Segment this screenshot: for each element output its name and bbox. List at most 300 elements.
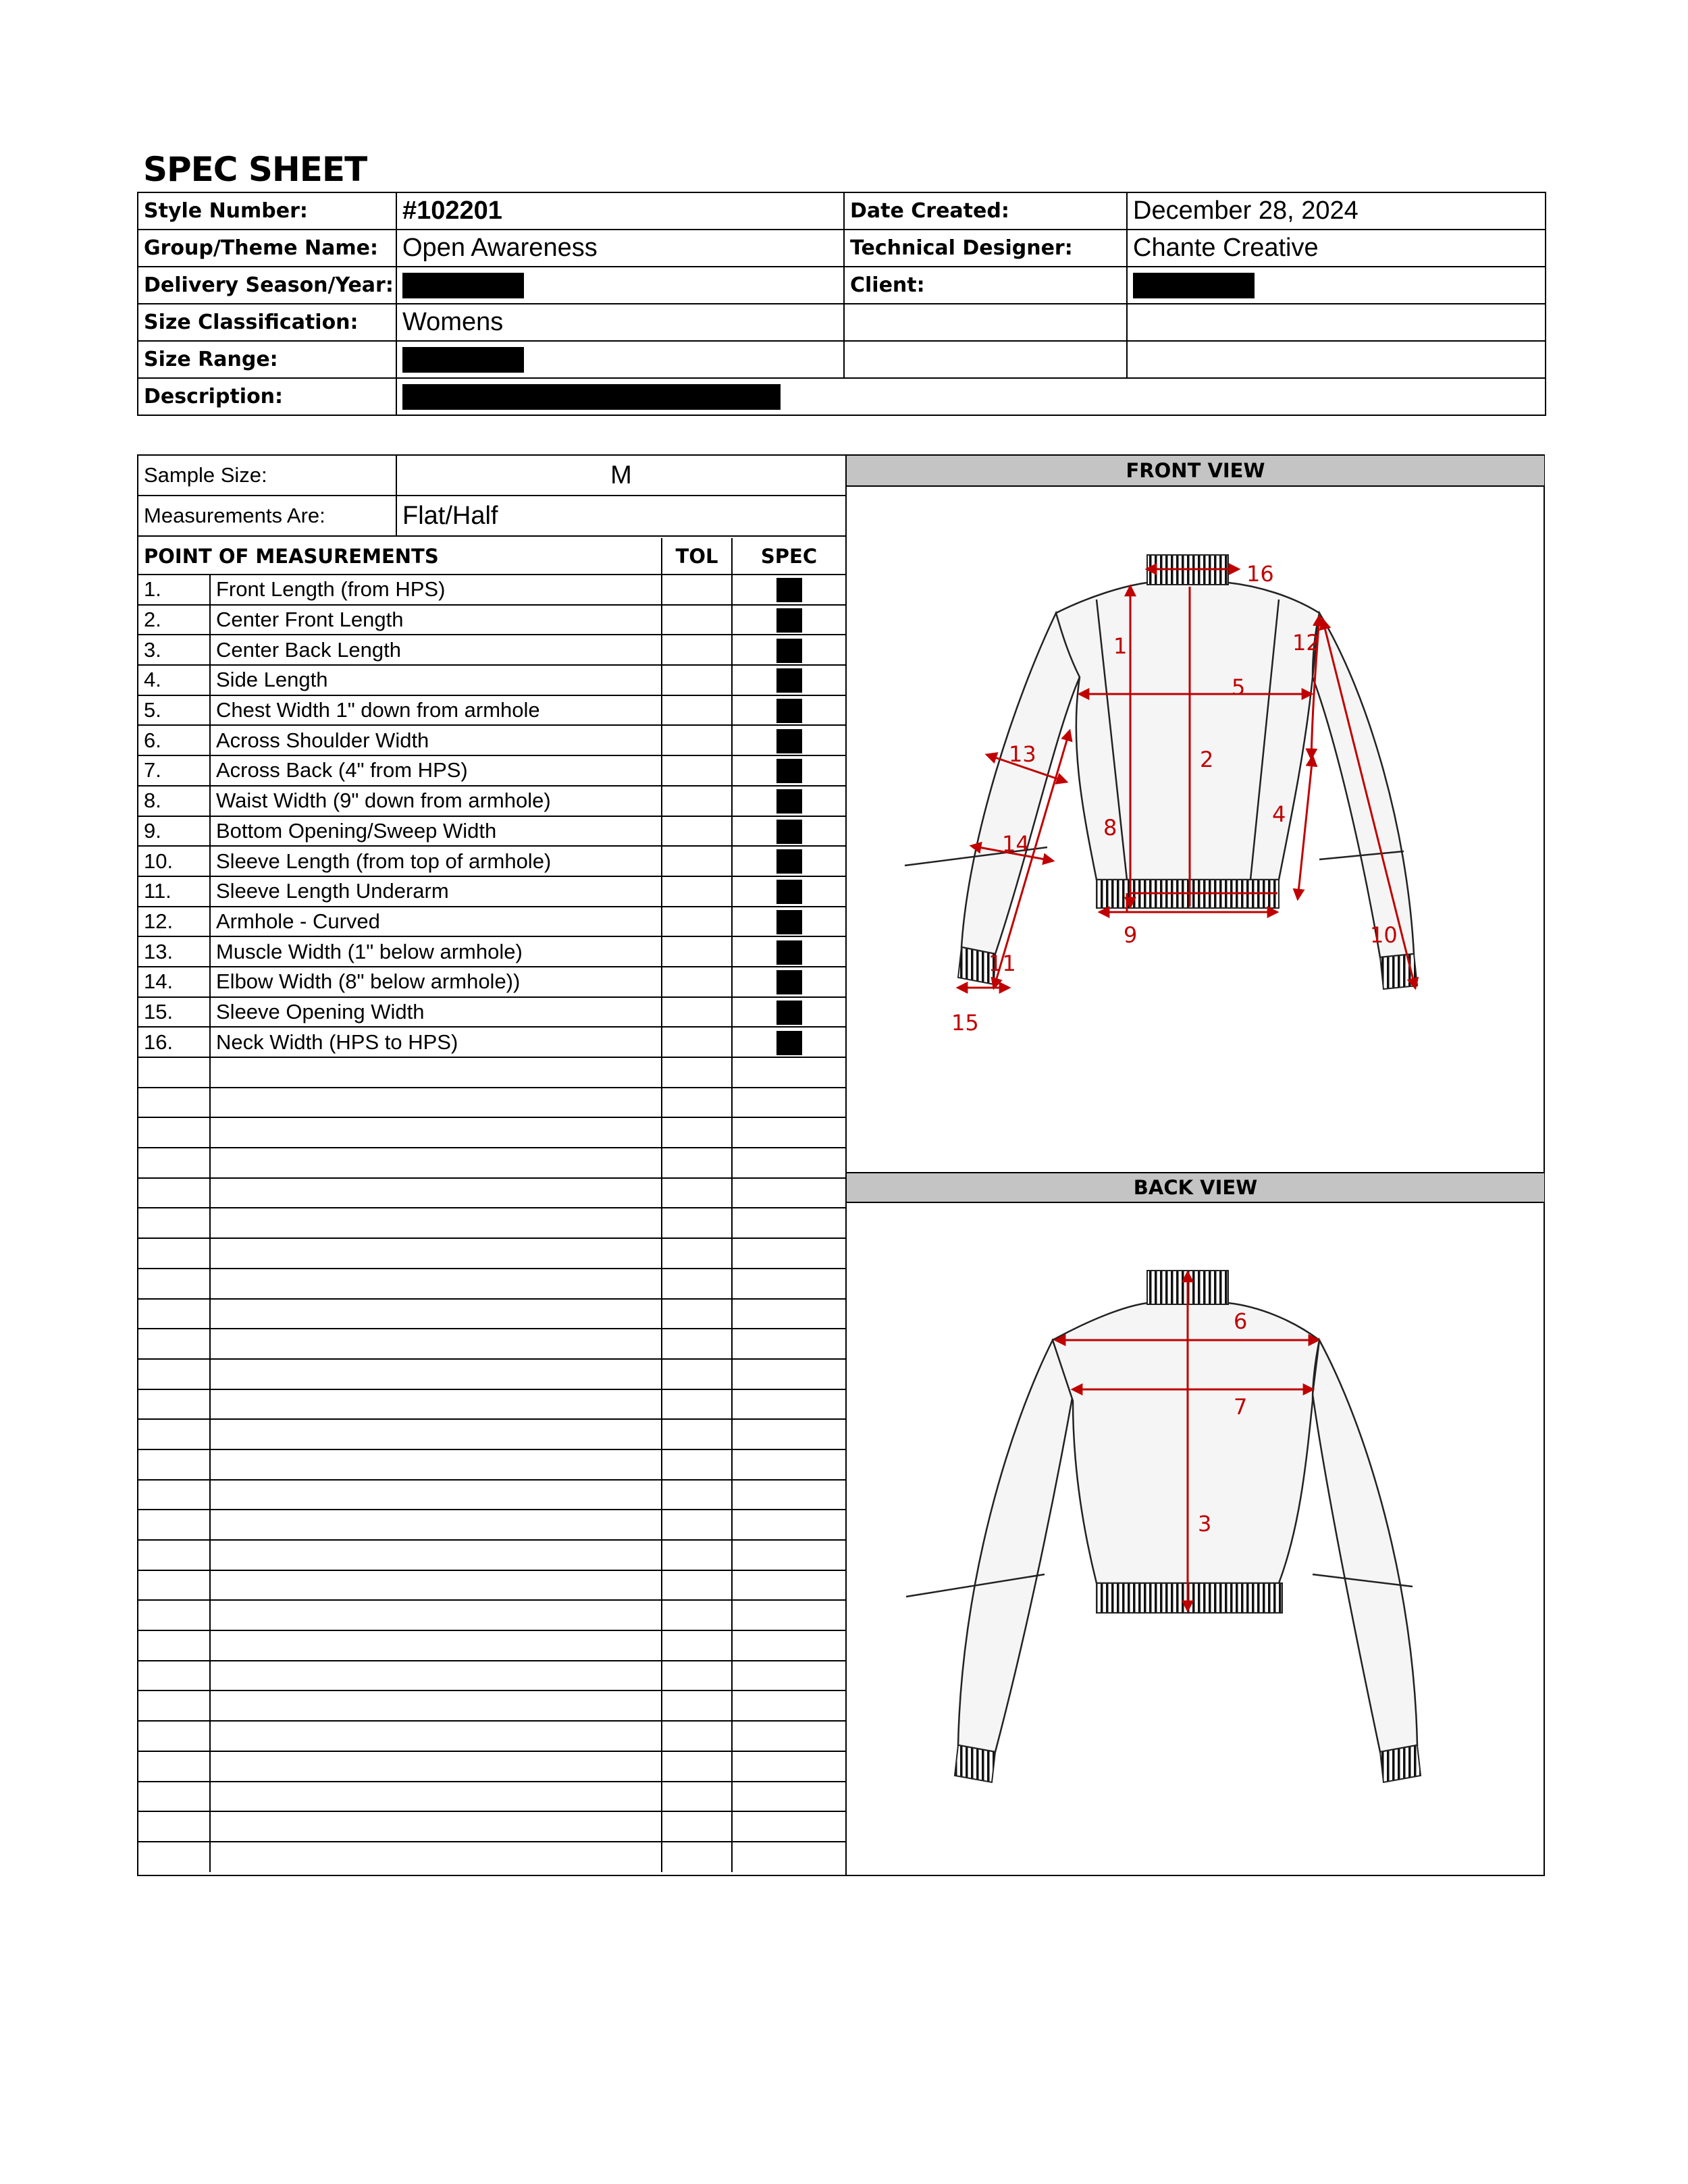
empty-cell: [138, 1389, 210, 1420]
description-value: [396, 378, 1546, 415]
pom-empty-row: [138, 1721, 845, 1751]
measure-number: 5: [1232, 674, 1246, 700]
redaction-bar: [776, 699, 802, 723]
front-view-label: FRONT VIEW: [847, 456, 1544, 487]
redaction-bar: [776, 759, 802, 783]
pom-description: Side Length: [210, 665, 662, 695]
pom-tol-cell[interactable]: [662, 907, 732, 937]
pom-row: [138, 575, 845, 605]
empty-cell: [138, 1088, 210, 1118]
pom-empty-row: [138, 1842, 845, 1872]
pom-spec-cell[interactable]: [732, 786, 845, 816]
pom-spec-cell[interactable]: [732, 635, 845, 665]
pom-empty-row: [138, 1782, 845, 1812]
empty-cell[interactable]: [210, 1661, 662, 1691]
empty-cell: [138, 1661, 210, 1691]
back-view-sketch: [847, 1205, 1544, 1875]
client-value: [1127, 267, 1546, 304]
pom-spec-cell[interactable]: [732, 846, 845, 876]
empty-cell[interactable]: [732, 1389, 845, 1420]
empty-cell[interactable]: [732, 1178, 845, 1208]
empty-cell[interactable]: [662, 1088, 732, 1118]
pom-row: [138, 1027, 845, 1057]
pom-spec-cell[interactable]: [732, 755, 845, 786]
date-created-label: Date Created:: [844, 192, 1127, 230]
views-column: [845, 456, 1544, 1875]
pom-empty-row: [138, 1751, 845, 1782]
empty-cell: [138, 1540, 210, 1570]
empty-cell: [138, 1842, 210, 1872]
technical-designer-label: Technical Designer:: [844, 230, 1127, 267]
empty-cell: [138, 1630, 210, 1661]
pom-row: [138, 876, 845, 907]
date-created-value: December 28, 2024: [1127, 192, 1546, 230]
measure-number: 9: [1124, 922, 1138, 948]
pom-row: [138, 755, 845, 786]
empty-cell[interactable]: [732, 1359, 845, 1389]
redaction-bar: [776, 970, 802, 994]
pom-number: 6.: [138, 725, 210, 755]
empty-cell[interactable]: [662, 1480, 732, 1510]
size-range-label: Size Range:: [138, 341, 396, 378]
right-sleeve: [1313, 613, 1414, 957]
empty-cell[interactable]: [210, 1811, 662, 1842]
measure-line-10: [1323, 620, 1415, 988]
empty-cell: [844, 304, 1127, 341]
empty-cell[interactable]: [662, 1208, 732, 1238]
back-hem-rib: [1097, 1583, 1282, 1613]
empty-cell[interactable]: [210, 1389, 662, 1420]
pom-row: [138, 725, 845, 755]
pom-empty-row: [138, 1690, 845, 1721]
empty-cell[interactable]: [662, 1811, 732, 1842]
back-left-cuff-rib: [955, 1745, 995, 1782]
empty-cell[interactable]: [210, 1540, 662, 1570]
pom-spec-cell[interactable]: [732, 907, 845, 937]
empty-cell[interactable]: [210, 1600, 662, 1630]
sample-size-row: [138, 456, 845, 496]
empty-cell[interactable]: [662, 1600, 732, 1630]
measure-number: 15: [951, 1010, 979, 1036]
empty-cell[interactable]: [662, 1721, 732, 1751]
empty-cell[interactable]: [210, 1751, 662, 1782]
measure-number: 12: [1292, 630, 1320, 656]
pom-number: 9.: [138, 816, 210, 847]
empty-cell[interactable]: [662, 1178, 732, 1208]
pom-spec-cell[interactable]: [732, 967, 845, 997]
pom-header-row: [138, 538, 845, 575]
group-theme-label: Group/Theme Name:: [138, 230, 396, 267]
pom-description: Neck Width (HPS to HPS): [210, 1027, 662, 1057]
measure-line-4: [1298, 757, 1313, 899]
pom-number: 5.: [138, 695, 210, 726]
pom-spec-cell[interactable]: [732, 575, 845, 605]
pom-tol-cell[interactable]: [662, 725, 732, 755]
empty-cell[interactable]: [210, 1630, 662, 1661]
empty-cell[interactable]: [732, 1661, 845, 1691]
empty-cell: [138, 1782, 210, 1812]
pom-empty-row: [138, 1811, 845, 1842]
back-right-cuff-rib: [1380, 1745, 1421, 1782]
redaction-bar: [776, 910, 802, 934]
left-sleeve: [961, 613, 1080, 954]
empty-cell[interactable]: [732, 1570, 845, 1601]
pom-description: Sleeve Length (from top of armhole): [210, 846, 662, 876]
pom-row: [138, 967, 845, 997]
empty-cell[interactable]: [210, 1690, 662, 1721]
redaction-bar: [776, 940, 802, 965]
pom-row: [138, 786, 845, 816]
empty-cell[interactable]: [210, 1329, 662, 1359]
empty-cell[interactable]: [210, 1782, 662, 1812]
pom-description: Waist Width (9" down from armhole): [210, 786, 662, 816]
measure-number: 2: [1200, 747, 1214, 772]
redaction-bar: [776, 1031, 802, 1055]
measure-number: 4: [1272, 801, 1286, 827]
pom-tol-cell[interactable]: [662, 786, 732, 816]
empty-cell: [138, 1600, 210, 1630]
pom-spec-cell[interactable]: [732, 876, 845, 907]
pom-tol-cell[interactable]: [662, 575, 732, 605]
empty-cell[interactable]: [662, 1057, 732, 1088]
empty-cell[interactable]: [662, 1148, 732, 1178]
empty-cell: [138, 1419, 210, 1449]
empty-cell[interactable]: [210, 1238, 662, 1269]
sample-size-label: Sample Size:: [138, 456, 397, 495]
pom-number: 4.: [138, 665, 210, 695]
measure-number: 14: [1002, 831, 1030, 857]
pom-row: [138, 907, 845, 937]
empty-cell: [138, 1359, 210, 1389]
pom-description: Center Back Length: [210, 635, 662, 665]
empty-cell: [138, 1570, 210, 1601]
empty-cell[interactable]: [662, 1419, 732, 1449]
empty-cell[interactable]: [662, 1238, 732, 1269]
empty-cell[interactable]: [732, 1600, 845, 1630]
pom-spec-cell[interactable]: [732, 936, 845, 967]
size-range-value: [396, 341, 844, 378]
style-number-value: #102201: [396, 192, 844, 230]
pom-number: 10.: [138, 846, 210, 876]
redaction-bar: [776, 729, 802, 753]
pom-empty-row: [138, 1510, 845, 1540]
empty-cell[interactable]: [732, 1148, 845, 1178]
empty-cell[interactable]: [732, 1480, 845, 1510]
back-garment: [906, 1303, 1417, 1752]
empty-cell[interactable]: [210, 1088, 662, 1118]
empty-cell[interactable]: [662, 1329, 732, 1359]
measure-number: 16: [1246, 561, 1274, 587]
empty-cell[interactable]: [662, 1690, 732, 1721]
pom-empty-row: [138, 1238, 845, 1269]
empty-cell: [138, 1178, 210, 1208]
redaction-bar: [402, 347, 524, 373]
measurement-section: [137, 454, 1545, 1876]
pom-tol-cell[interactable]: [662, 665, 732, 695]
pom-number: 3.: [138, 635, 210, 665]
pom-description: Chest Width 1" down from armhole: [210, 695, 662, 726]
empty-cell[interactable]: [210, 1721, 662, 1751]
empty-cell: [138, 1117, 210, 1148]
client-label: Client:: [844, 267, 1127, 304]
pom-empty-row: [138, 1117, 845, 1148]
size-classification-value: Womens: [396, 304, 844, 341]
pom-spec-cell[interactable]: [732, 695, 845, 726]
back-view-label: BACK VIEW: [847, 1172, 1544, 1203]
front-body: [1056, 583, 1319, 880]
pom-empty-row: [138, 1208, 845, 1238]
empty-cell: [138, 1299, 210, 1329]
pom-description: Muscle Width (1" below armhole): [210, 936, 662, 967]
measure-number: 11: [988, 951, 1016, 976]
empty-cell[interactable]: [662, 1540, 732, 1570]
empty-cell: [138, 1721, 210, 1751]
empty-cell: [1127, 304, 1546, 341]
pom-empty-row: [138, 1088, 845, 1118]
empty-cell[interactable]: [210, 1269, 662, 1299]
pom-number: 8.: [138, 786, 210, 816]
description-label: Description:: [138, 378, 396, 415]
pom-number: 13.: [138, 936, 210, 967]
delivery-season-value: [396, 267, 844, 304]
pom-empty-row: [138, 1600, 845, 1630]
measure-number: 10: [1370, 922, 1398, 948]
sample-size-value: M: [610, 460, 632, 489]
empty-cell[interactable]: [210, 1148, 662, 1178]
pom-empty-row: [138, 1269, 845, 1299]
measurements-label: Measurements Are:: [138, 496, 397, 535]
measurements-value: Flat/Half: [402, 501, 498, 530]
pom-tol-cell[interactable]: [662, 635, 732, 665]
empty-cell[interactable]: [732, 1419, 845, 1449]
empty-cell[interactable]: [732, 1721, 845, 1751]
empty-cell[interactable]: [732, 1630, 845, 1661]
pom-row: [138, 695, 845, 726]
empty-cell: [138, 1148, 210, 1178]
pom-empty-row: [138, 1540, 845, 1570]
pom-table: [138, 538, 845, 1872]
empty-cell[interactable]: [662, 1389, 732, 1420]
redaction-bar: [776, 789, 802, 814]
empty-cell[interactable]: [662, 1570, 732, 1601]
measure-number: 3: [1198, 1511, 1212, 1537]
header-table: [137, 192, 1546, 416]
empty-cell[interactable]: [210, 1178, 662, 1208]
pom-row: [138, 635, 845, 665]
pom-empty-row: [138, 1630, 845, 1661]
pom-row: [138, 997, 845, 1028]
tol-header: TOL: [662, 538, 732, 575]
empty-cell[interactable]: [732, 1057, 845, 1088]
pom-empty-row: [138, 1661, 845, 1691]
empty-cell[interactable]: [732, 1449, 845, 1480]
empty-cell[interactable]: [662, 1842, 732, 1872]
empty-cell[interactable]: [732, 1299, 845, 1329]
pom-empty-row: [138, 1419, 845, 1449]
pom-spec-cell[interactable]: [732, 725, 845, 755]
empty-cell: [138, 1269, 210, 1299]
redaction-bar: [776, 668, 802, 693]
measure-number: 8: [1103, 815, 1117, 841]
pom-tol-cell[interactable]: [662, 846, 732, 876]
pom-tol-cell[interactable]: [662, 816, 732, 847]
empty-cell[interactable]: [732, 1117, 845, 1148]
pom-tol-cell[interactable]: [662, 876, 732, 907]
pom-tol-cell[interactable]: [662, 936, 732, 967]
empty-cell[interactable]: [662, 1449, 732, 1480]
pom-empty-row: [138, 1480, 845, 1510]
pom-row: [138, 605, 845, 635]
empty-cell[interactable]: [210, 1480, 662, 1510]
empty-cell[interactable]: [732, 1690, 845, 1721]
empty-cell[interactable]: [210, 1570, 662, 1601]
back-left-sleeve: [958, 1340, 1073, 1752]
pom-empty-row: [138, 1148, 845, 1178]
empty-cell: [844, 341, 1127, 378]
redaction-bar: [776, 849, 802, 874]
empty-cell: [1127, 341, 1546, 378]
empty-cell[interactable]: [732, 1842, 845, 1872]
pom-description: Across Shoulder Width: [210, 725, 662, 755]
redaction-bar: [776, 578, 802, 602]
spec-header: SPEC: [732, 538, 845, 575]
front-view-sketch: [847, 488, 1544, 1172]
empty-cell[interactable]: [210, 1299, 662, 1329]
back-body: [1053, 1303, 1319, 1583]
measure-number: 13: [1009, 741, 1036, 767]
redaction-bar: [776, 608, 802, 633]
pom-number: 15.: [138, 997, 210, 1028]
empty-cell[interactable]: [732, 1088, 845, 1118]
empty-cell[interactable]: [732, 1540, 845, 1570]
pom-row: [138, 846, 845, 876]
empty-cell: [138, 1751, 210, 1782]
pom-spec-cell[interactable]: [732, 665, 845, 695]
empty-cell[interactable]: [210, 1117, 662, 1148]
pom-empty-row: [138, 1570, 845, 1601]
empty-cell[interactable]: [732, 1811, 845, 1842]
pom-description: Sleeve Length Underarm: [210, 876, 662, 907]
pom-number: 2.: [138, 605, 210, 635]
empty-cell[interactable]: [662, 1782, 732, 1812]
empty-cell[interactable]: [732, 1208, 845, 1238]
pom-number: 16.: [138, 1027, 210, 1057]
empty-cell[interactable]: [210, 1510, 662, 1540]
pom-tol-cell[interactable]: [662, 967, 732, 997]
empty-cell[interactable]: [732, 1782, 845, 1812]
pom-description: Center Front Length: [210, 605, 662, 635]
pom-tol-cell[interactable]: [662, 605, 732, 635]
empty-cell[interactable]: [662, 1299, 732, 1329]
delivery-season-label: Delivery Season/Year:: [138, 267, 396, 304]
pom-number: 11.: [138, 876, 210, 907]
group-theme-value: Open Awareness: [396, 230, 844, 267]
empty-cell[interactable]: [662, 1630, 732, 1661]
pom-row: [138, 936, 845, 967]
redaction-bar: [776, 1001, 802, 1025]
empty-cell[interactable]: [210, 1449, 662, 1480]
redaction-bar: [1133, 273, 1255, 298]
empty-cell[interactable]: [210, 1419, 662, 1449]
page-title: SPEC SHEET: [143, 150, 367, 189]
pom-number: 14.: [138, 967, 210, 997]
style-number-label: Style Number:: [138, 192, 396, 230]
empty-cell[interactable]: [732, 1269, 845, 1299]
empty-cell[interactable]: [210, 1057, 662, 1088]
pom-empty-row: [138, 1449, 845, 1480]
pom-header-label: POINT OF MEASUREMENTS: [138, 538, 662, 575]
pom-description: Elbow Width (8" below armhole)): [210, 967, 662, 997]
empty-cell: [138, 1449, 210, 1480]
empty-cell[interactable]: [662, 1269, 732, 1299]
pom-tol-cell[interactable]: [662, 1027, 732, 1057]
pom-empty-row: [138, 1057, 845, 1088]
empty-cell[interactable]: [732, 1238, 845, 1269]
pom-description: Front Length (from HPS): [210, 575, 662, 605]
empty-cell[interactable]: [662, 1751, 732, 1782]
size-classification-label: Size Classification:: [138, 304, 396, 341]
empty-cell[interactable]: [732, 1329, 845, 1359]
redaction-bar: [402, 273, 524, 298]
pom-empty-row: [138, 1178, 845, 1208]
measure-number: 7: [1234, 1394, 1248, 1420]
empty-cell[interactable]: [210, 1359, 662, 1389]
empty-cell[interactable]: [662, 1510, 732, 1540]
redaction-bar: [402, 384, 781, 410]
pom-number: 12.: [138, 907, 210, 937]
empty-cell: [138, 1238, 210, 1269]
empty-cell: [138, 1208, 210, 1238]
pom-empty-row: [138, 1329, 845, 1359]
empty-cell: [138, 1811, 210, 1842]
redaction-bar: [776, 639, 802, 663]
empty-cell[interactable]: [210, 1208, 662, 1238]
measurements-row: [138, 496, 845, 537]
pom-spec-cell[interactable]: [732, 1027, 845, 1057]
pom-empty-row: [138, 1299, 845, 1329]
empty-cell[interactable]: [732, 1510, 845, 1540]
pom-description: Bottom Opening/Sweep Width: [210, 816, 662, 847]
empty-cell[interactable]: [210, 1842, 662, 1872]
measure-number: 1: [1113, 633, 1128, 659]
empty-cell[interactable]: [662, 1661, 732, 1691]
back-right-sleeve: [1313, 1340, 1417, 1752]
redaction-bar: [776, 820, 802, 844]
empty-cell[interactable]: [662, 1359, 732, 1389]
pom-spec-cell[interactable]: [732, 605, 845, 635]
pom-spec-cell[interactable]: [732, 997, 845, 1028]
pom-tol-cell[interactable]: [662, 755, 732, 786]
pom-number: 7.: [138, 755, 210, 786]
empty-cell: [138, 1510, 210, 1540]
pom-description: Across Back (4" from HPS): [210, 755, 662, 786]
pom-description: Armhole - Curved: [210, 907, 662, 937]
pom-description: Sleeve Opening Width: [210, 997, 662, 1028]
pom-tol-cell[interactable]: [662, 695, 732, 726]
empty-cell: [138, 1329, 210, 1359]
pom-tol-cell[interactable]: [662, 997, 732, 1028]
pom-number: 1.: [138, 575, 210, 605]
empty-cell: [138, 1057, 210, 1088]
empty-cell[interactable]: [662, 1117, 732, 1148]
measure-number: 6: [1234, 1308, 1248, 1334]
empty-cell: [138, 1690, 210, 1721]
empty-cell[interactable]: [732, 1751, 845, 1782]
pom-column: [138, 456, 845, 1875]
redaction-bar: [776, 880, 802, 904]
pom-spec-cell[interactable]: [732, 816, 845, 847]
empty-cell: [138, 1480, 210, 1510]
